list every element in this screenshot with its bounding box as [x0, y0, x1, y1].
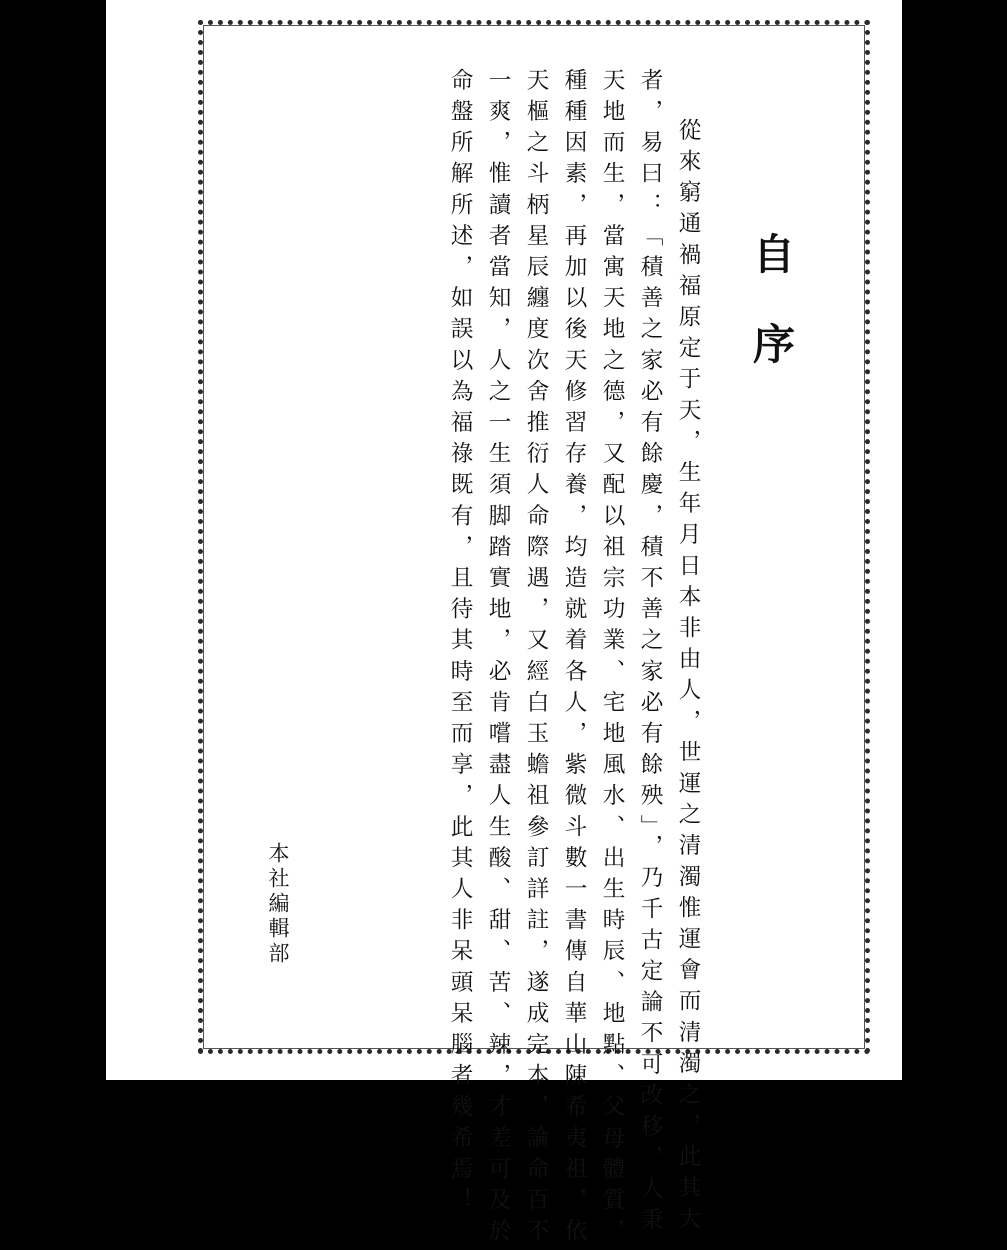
page-title: 自序	[747, 232, 796, 412]
text-line: 一爽，惟讀者當知，人之一生須脚踏實地，必肯嚐盡人生酸、甜、苦、辣，才差可及於	[485, 68, 511, 1250]
text-line: 從來窮通禍福原定于天，生年月日本非由人，世運之清濁惟運會而清濁之，此其大	[675, 118, 701, 1238]
scanned-page	[106, 0, 902, 1250]
text-line: 天地而生，當寓天地之德，又配以祖宗功業、宅地風水、出生時辰、地點、父母體質，	[599, 68, 625, 1250]
preface-text	[377, 68, 707, 1250]
text-line: 種種因素，再加以後天修習存養，均造就着各人，紫微斗數一書傳自華山陳希夷祖，依	[561, 68, 587, 1250]
text-line: 命盤所解所述，如誤以為福祿既有，且待其時至而享，此其人非呆頭呆腦者幾希焉！	[447, 68, 473, 1219]
text-line: 者，易曰：「積善之家必有餘慶，積不善之家必有餘殃」，乃千古定論不可改移，人秉	[637, 68, 663, 1239]
text-line: 天樞之斗柄星辰纏度次舍推衍人命際遇，又經白玉蟾祖參訂詳註，遂成完本，論命百不	[523, 68, 549, 1250]
signature: 本社編輯部	[266, 842, 290, 967]
